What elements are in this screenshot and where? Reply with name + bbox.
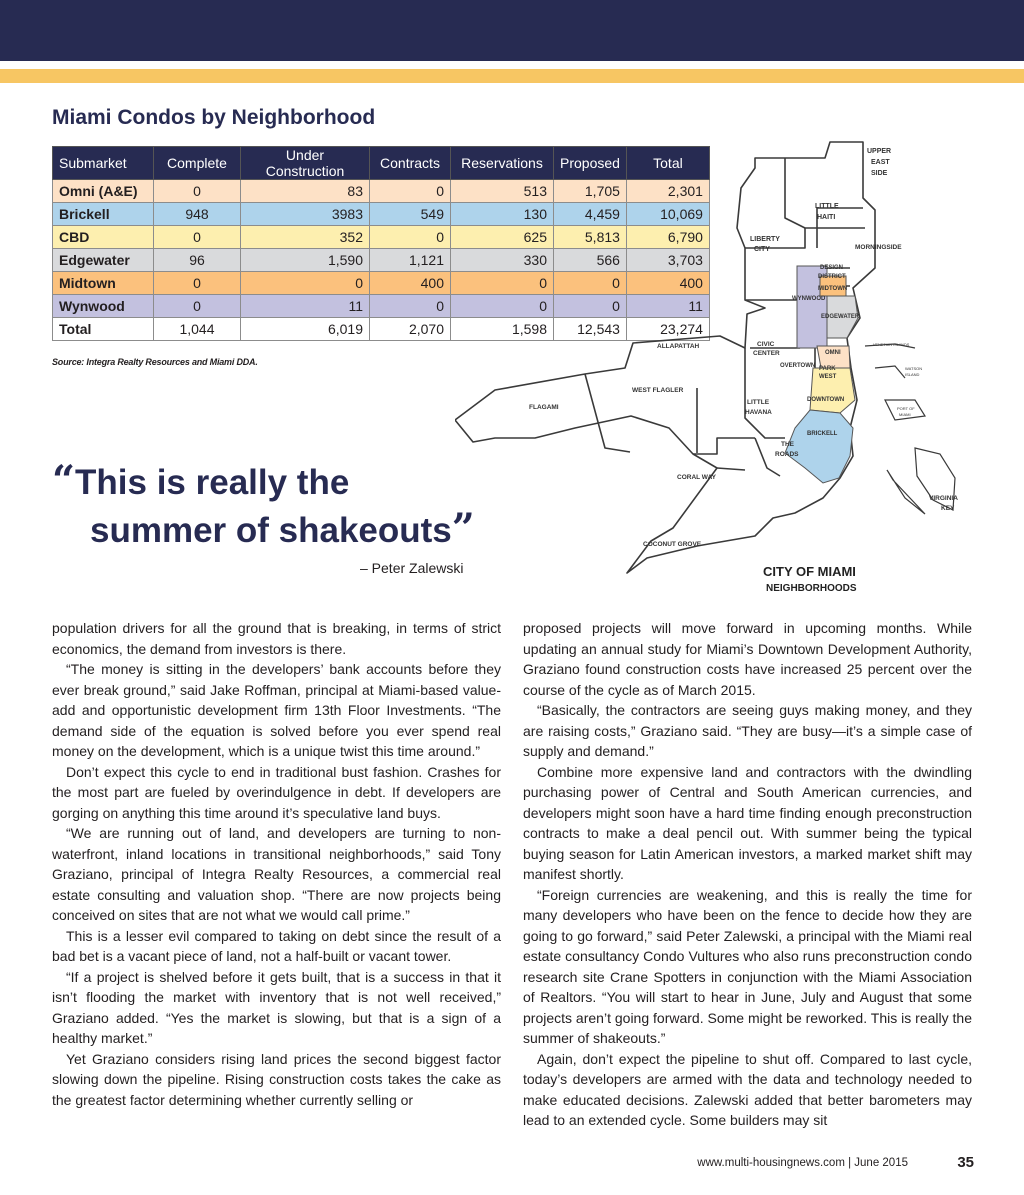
header-band [0,0,1024,61]
cell: CBD [53,226,154,249]
map-label: WEST [819,374,837,380]
cell: 6,790 [626,226,709,249]
cell: 1,590 [241,249,370,272]
map-label: OVERTOWN [780,363,816,369]
cell: 625 [451,226,554,249]
cell: 11 [241,295,370,318]
cell: 1,705 [554,180,627,203]
cell: 352 [241,226,370,249]
col-header: Proposed [554,147,627,180]
cell: 23,274 [626,318,709,341]
map-label: MORNINGSIDE [855,244,902,251]
cell: 96 [154,249,241,272]
map-label: DESIGN [820,265,844,271]
article-column-left [52,618,501,1110]
cell: 130 [451,203,554,226]
open-quote-mark: “ [52,457,76,504]
cell: 83 [241,180,370,203]
map-label: SIDE [871,170,888,177]
map-label: PARK [819,366,836,372]
map-label: CORAL WAY [677,474,717,481]
map-label: EAST [871,159,890,166]
neighborhood-map [455,138,975,600]
cell: 10,069 [626,203,709,226]
map-label: WYNWOOD [792,296,826,302]
map-label: CIVIC [757,341,775,348]
cell: 0 [241,272,370,295]
paragraph: Yet Graziano considers rising land prices the second biggest factor slowing down the pipeline. Rising construction costs takes the cake as the greatest factor determining whether currently selling or [52,1050,501,1108]
map-label: OMNI [825,350,841,356]
map-label: VENETIAN ISLANDS [873,343,910,347]
paragraph: “The money is sitting in the developers’ bank accounts before they ever break ground,” said Jake Roffman, principal at Miami-based value-add and opportunistic development firm 13th Floor Investments. “The demand side of the equation is solved before you ever spend real money on the development, which is a unique twist this time around.” [52,661,501,759]
col-header: Complete [154,147,241,180]
map-label: COCONUT GROVE [643,541,702,548]
cell: 5,813 [554,226,627,249]
cell: 11 [626,295,709,318]
cell: Wynwood [53,295,154,318]
cell: 3983 [241,203,370,226]
map-label: ALLAPATTAH [657,343,700,350]
paragraph: “Basically, the contractors are seeing guys making money, and they are raising costs,” Graziano said. “They are busy—it’s a simple case of supply and demand.” [523,702,972,759]
map-label: LITTLE [747,399,770,406]
cell: 0 [554,295,627,318]
quote-line-1: This is really the [75,463,350,502]
map-label: LITTLE [815,203,839,210]
map-subtitle: NEIGHBORHOODS [766,583,857,594]
map-title: CITY OF MIAMI [763,564,856,579]
cell: 948 [154,203,241,226]
col-header: Under Construction [241,147,370,180]
cell: Edgewater [53,249,154,272]
paragraph: “If a project is shelved before it gets built, that is a success in that it isn’t flooding the market with inventory that is not well received,” Graziano added. “Yes the market is slowing, but that is a sign of a healthy market.” [52,968,501,1046]
cell: 0 [154,180,241,203]
footer-url: www.multi-housingnews.com | June 2015 [697,1157,908,1169]
map-label: KEY [941,505,955,512]
map-label: DOWNTOWN [807,397,845,403]
table-title: Miami Condos by Neighborhood [52,106,376,129]
cell: Midtown [53,272,154,295]
map-label: ROADS [775,451,799,458]
map-label: HAVANA [745,409,772,416]
cell: 400 [370,272,451,295]
map-label: UPPER [867,148,892,155]
cell: 549 [370,203,451,226]
paragraph: “Foreign currencies are weakening, and this is really the time for many developers who have been on the fence to decide how they are going to go forward,” said Peter Zalewski, a principal with the Miami real estate consultancy Condo Vultures who also runs preconstruction condo research site Crane Spotters in conjunction with the Miami Association of Realtors. “You will start to hear in June, July and August that some projects aren’t going forward. Some might be reworked. This is really the summer of shakeouts.” [523,886,972,1046]
paragraph: Again, don’t expect the pipeline to shut off. Compared to last cycle, today’s developers are armed with the data and technology needed to make educated decisions. Zalewski added that better barometers may lead to an extended cycle. Some builders may sit [523,1050,972,1128]
paragraph: “We are running out of land, and developers are turning to non-waterfront, inland locations in transitional neighborhoods,” said Tony Graziano, principal of Integra Realty Resources, a commercial real estate consulting and valuation shop. “There are now projects being conceived on sites that are not what we would call prime.” [52,825,501,923]
map-label: BRICKELL [807,431,838,437]
map-label: THE [781,441,794,448]
paragraph: proposed projects will move forward in upcoming months. While updating an annual study for Miami’s Downtown Development Authority, Graziano found construction costs have increased 25 percent over the course of the cycle as of March 2015. [523,620,972,698]
cell: Total [53,318,154,341]
cell: 0 [451,295,554,318]
col-header: Submarket [53,147,154,180]
map-label: VIRGINIA [929,495,958,502]
map-label: LIBERTY [750,236,780,243]
cell: 1,598 [451,318,554,341]
col-header: Contracts [370,147,451,180]
map-label: HAITI [817,214,836,221]
cell: 0 [451,272,554,295]
close-quote-mark: ” [451,505,475,552]
cell: 0 [370,295,451,318]
cell: Omni (A&E) [53,180,154,203]
quote-line-2: summer of shakeouts [90,511,452,550]
map-label: DISTRICT [818,274,846,280]
col-header: Reservations [451,147,554,180]
cell: 0 [554,272,627,295]
quote-attribution: – Peter Zalewski [360,560,464,576]
col-header: Total [626,147,709,180]
paragraph: population drivers for all the ground that is breaking, in terms of strict economics, the demand from investors is there. [52,620,501,657]
cell: 6,019 [241,318,370,341]
map-label: MIDTOWN [818,286,848,292]
cell: 330 [451,249,554,272]
map-label: WEST FLAGLER [632,387,684,394]
map-label: CITY [754,246,770,253]
cell: 0 [154,295,241,318]
cell: 1,121 [370,249,451,272]
cell: 4,459 [554,203,627,226]
cell: 2,070 [370,318,451,341]
paragraph: This is a lesser evil compared to taking on debt since the result of a bad bet is a vacant piece of land, not a half-built or vacant tower. [52,927,501,964]
map-label: CENTER [753,350,780,357]
cell: 0 [154,226,241,249]
cell: 566 [554,249,627,272]
accent-stripe [0,69,1024,83]
cell: 2,301 [626,180,709,203]
cell: 0 [370,226,451,249]
map-label: FLAGAMI [529,404,559,411]
map-label: MIAMI [899,412,911,417]
map-label: PORT OF [897,406,915,411]
page-number: 35 [957,1154,974,1171]
map-label: EDGEWATER [821,314,860,320]
cell: 400 [626,272,709,295]
cell: 0 [370,180,451,203]
pull-quote [52,458,532,554]
cell: Brickell [53,203,154,226]
cell: 3,703 [626,249,709,272]
paragraph: Don’t expect this cycle to end in traditional bust fashion. Crashes for the most part are fueled by overindulgence in debt. If developers are gorging on anything this time around it’s speculative land buys. [52,763,501,821]
cell: 513 [451,180,554,203]
map-label: ISLAND [905,372,920,377]
map-label: WATSON [905,366,923,371]
paragraph: Combine more expensive land and contractors with the dwindling purchasing power of Central and South American currencies, and developers might soon have a hard time finding enough preconstruction contracts to make a deal pencil out. With summer being the typical buying season for Latin American investors, a marked market shift may manifest shortly. [523,763,972,882]
article-column-right [523,618,972,1131]
table-source: Source: Integra Realty Resources and Miami DDA. [52,357,258,367]
cell: 0 [154,272,241,295]
cell: 12,543 [554,318,627,341]
cell: 1,044 [154,318,241,341]
